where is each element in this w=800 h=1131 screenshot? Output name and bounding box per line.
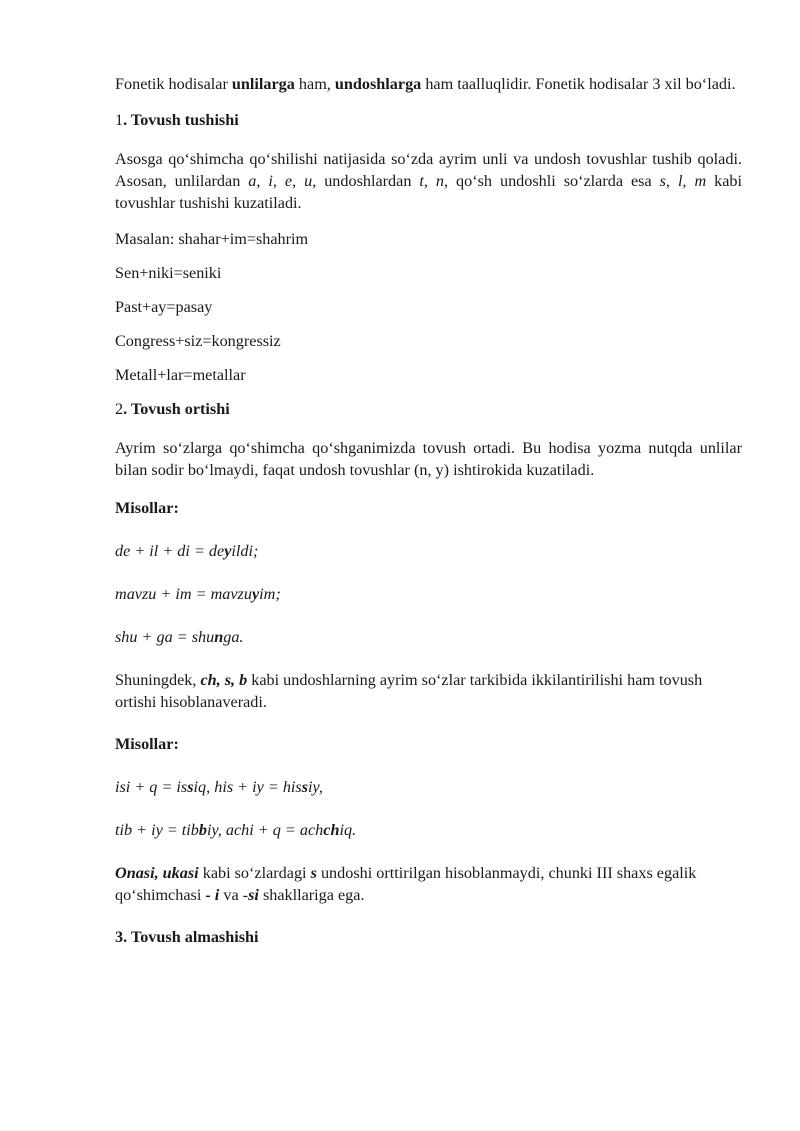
section-title: . Tovush ortishi bbox=[123, 400, 230, 418]
bold-italic-letters: s bbox=[310, 864, 317, 882]
example-highlight: ch bbox=[323, 821, 340, 839]
section3-heading: 3. Tovush almashishi bbox=[115, 928, 259, 946]
document-page bbox=[115, 73, 742, 965]
italic-letters: s, l, m bbox=[659, 172, 707, 190]
italic-example bbox=[115, 583, 742, 605]
paragraph-text: va - bbox=[219, 886, 249, 904]
section2-paragraph2 bbox=[115, 669, 742, 713]
example-part: ga. bbox=[223, 628, 244, 646]
example-highlight: b bbox=[198, 821, 207, 839]
italic-example bbox=[115, 819, 742, 841]
paragraph-text: , undoshlardan bbox=[312, 172, 420, 190]
example-part: iq. bbox=[339, 821, 357, 839]
paragraph-text: , qo‘sh undoshli so‘zlarda esa bbox=[444, 172, 660, 190]
intro-bold-consonants: undoshlarga bbox=[334, 75, 422, 93]
section-title: . Tovush tushishi bbox=[123, 111, 239, 129]
italic-letters: t, n bbox=[419, 172, 445, 190]
example-part: de + il + di = de bbox=[115, 542, 225, 560]
example-part: mavzu + im = mavzu bbox=[115, 585, 252, 603]
italic-example bbox=[115, 626, 742, 648]
examples-label: Misollar: bbox=[115, 735, 179, 753]
section-number: 1 bbox=[115, 111, 124, 129]
example-line: Congress+siz=kongressiz bbox=[115, 332, 281, 350]
paragraph-text: kabi tovushlar tushishi kuzatiladi. bbox=[115, 172, 742, 212]
bold-italic-words: Onasi, ukasi bbox=[115, 864, 199, 882]
example-line: Masalan: shahar+im=shahrim bbox=[115, 230, 309, 248]
example-part: iq, his + iy = his bbox=[193, 778, 302, 796]
example-highlight: n bbox=[214, 628, 224, 646]
example-line: Metall+lar=metallar bbox=[115, 366, 246, 384]
paragraph-text: undoshi orttirilgan hisoblanmaydi, chunki III shaxs egalik qo‘shimchasi bbox=[115, 864, 697, 904]
section1-heading bbox=[115, 109, 742, 131]
example-highlight: y bbox=[224, 542, 232, 560]
example-part: isi + q = is bbox=[115, 778, 188, 796]
intro-bold-vowels: unlilarga bbox=[231, 75, 295, 93]
example-highlight: y bbox=[251, 585, 260, 603]
examples-label: Misollar: bbox=[115, 499, 179, 517]
intro-text: ham, bbox=[294, 75, 335, 93]
example-line: Sen+niki=seniki bbox=[115, 264, 222, 282]
note-paragraph bbox=[115, 862, 742, 906]
example-line: Past+ay=pasay bbox=[115, 298, 213, 316]
section2-paragraph: Ayrim so‘zlarga qo‘shimcha qo‘shganimizda tovush ortadi. Bu hodisa yozma nutqda unlilar bilan sodir bo‘lmaydi, faqat undosh tovushlar (n, y) ishtirokida kuzatiladi. bbox=[115, 439, 742, 479]
example-part: iy, achi + q = ach bbox=[207, 821, 324, 839]
example-part: im; bbox=[259, 585, 281, 603]
example-highlight: s bbox=[301, 778, 309, 796]
example-part: tib + iy = tib bbox=[115, 821, 199, 839]
paragraph-text: Shuningdek, bbox=[115, 671, 201, 689]
intro-text: ham taalluqlidir. Fonetik hodisalar 3 xil bo‘ladi. bbox=[421, 75, 736, 93]
bold-italic-letters: - i bbox=[205, 886, 220, 904]
bold-italic-letters: si bbox=[248, 886, 259, 904]
bold-italic-letters: ch, s, b bbox=[200, 671, 248, 689]
paragraph-text: kabi so‘zlardagi bbox=[198, 864, 311, 882]
paragraph-text: shakllariga ega. bbox=[258, 886, 365, 904]
italic-letters: a, i, e, u bbox=[248, 172, 313, 190]
intro-text: Fonetik hodisalar bbox=[115, 75, 232, 93]
italic-example bbox=[115, 540, 742, 562]
example-part: iy, bbox=[308, 778, 323, 796]
section-number: 2 bbox=[115, 400, 124, 418]
italic-example bbox=[115, 776, 742, 798]
section2-heading bbox=[115, 398, 742, 420]
example-part: ildi; bbox=[231, 542, 259, 560]
example-highlight: s bbox=[187, 778, 194, 796]
example-part: shu + ga = shu bbox=[115, 628, 215, 646]
section1-paragraph bbox=[115, 148, 742, 214]
paragraph-text: kabi undoshlarning ayrim so‘zlar tarkibida ikkilantirilishi ham tovush ortishi hisoblanaveradi. bbox=[115, 671, 703, 711]
paragraph-text: Asosga qo‘shimcha qo‘shilishi natijasida so‘zda ayrim unli va undosh tovushlar tushib qoladi. Asosan, unlilardan bbox=[115, 150, 742, 190]
intro-paragraph bbox=[115, 73, 742, 95]
